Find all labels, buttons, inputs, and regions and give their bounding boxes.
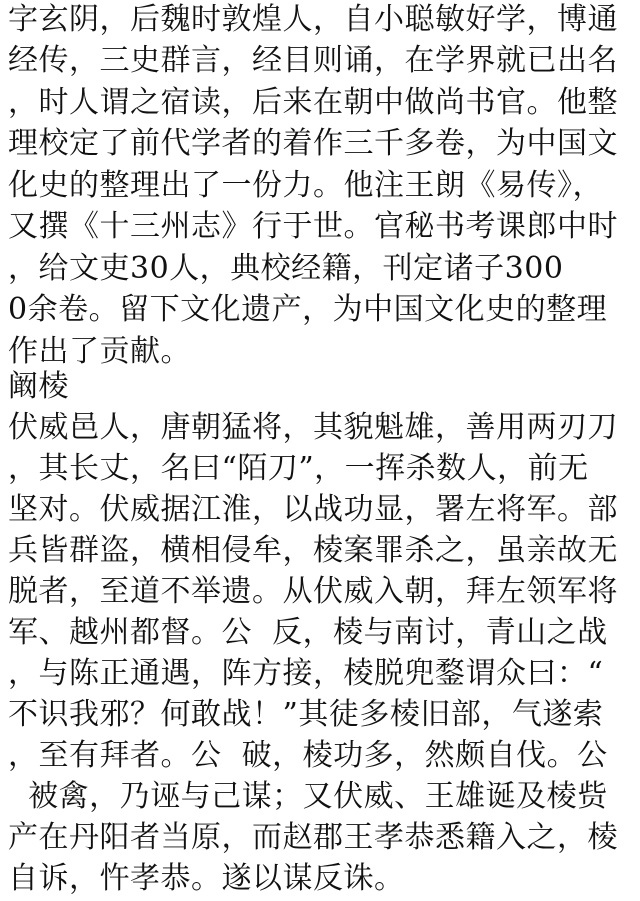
paragraph-2-line-9: ，至有拜者。公 破，棱功多，然颇自伐。公 xyxy=(8,738,608,773)
paragraph-1-line-4: 理校定了前代学者的着作三千多卷，为中国文 xyxy=(8,126,618,161)
paragraph-2-line-2: ，其长丈，名曰“陌刀”，一挥杀数人，前无 xyxy=(8,451,589,486)
paragraph-2-line-7: ，与陈正通遇，阵方接，棱脱兜鍪谓众曰：“ xyxy=(8,656,604,691)
paragraph-2-line-6: 军、越州都督。公 反，棱与南讨，青山之战 xyxy=(8,615,608,650)
paragraph-1-line-6: 又撰《十三州志》行于世。官秘书考课郎中时 xyxy=(8,209,618,244)
section-heading: 阚棱 xyxy=(8,369,69,404)
paragraph-1-line-3: ，时人谓之宿读，后来在朝中做尚书官。他整 xyxy=(8,85,618,120)
paragraph-2-line-12: 自诉，忤孝恭。遂以谋反诛。 xyxy=(8,861,405,896)
paragraph-2-line-4: 兵皆群盗，横相侵牟，棱案罪杀之，虽亲故无 xyxy=(8,533,618,568)
paragraph-2-line-5: 脱者，至道不举遗。从伏威入朝，拜左领军将 xyxy=(8,574,618,609)
paragraph-1-line-8: 0余卷。留下文化遗产，为中国文化史的整理 xyxy=(8,292,608,327)
paragraph-2-line-3: 坚对。伏威据江淮，以战功显，署左将军。部 xyxy=(8,492,618,527)
paragraph-1-line-5: 化史的整理出了一份力。他注王朗《易传》， xyxy=(8,168,603,203)
paragraph-2-line-8: 不识我邪？何敢战！”其徒多棱旧部，气遂索 xyxy=(8,697,604,732)
paragraph-1-line-2: 经传，三史群言，经目则诵，在学界就已出名 xyxy=(8,43,618,78)
paragraph-1-line-1: 字玄阴，后魏时敦煌人，自小聪敏好学，博通 xyxy=(8,2,618,37)
paragraph-2-line-1: 伏威邑人，唐朝猛将，其貌魁雄，善用两刃刀 xyxy=(8,410,618,445)
paragraph-1-line-9: 作出了贡献。 xyxy=(8,334,191,369)
paragraph-2-line-10: 被禽，乃诬与己谋；又伏威、王雄诞及棱赀 xyxy=(8,779,608,814)
paragraph-2-line-11: 产在丹阳者当原，而赵郡王孝恭悉籍入之，棱 xyxy=(8,820,618,855)
paragraph-1-line-7: ，给文吏30人，典校经籍，刊定诸子300 xyxy=(8,251,564,286)
